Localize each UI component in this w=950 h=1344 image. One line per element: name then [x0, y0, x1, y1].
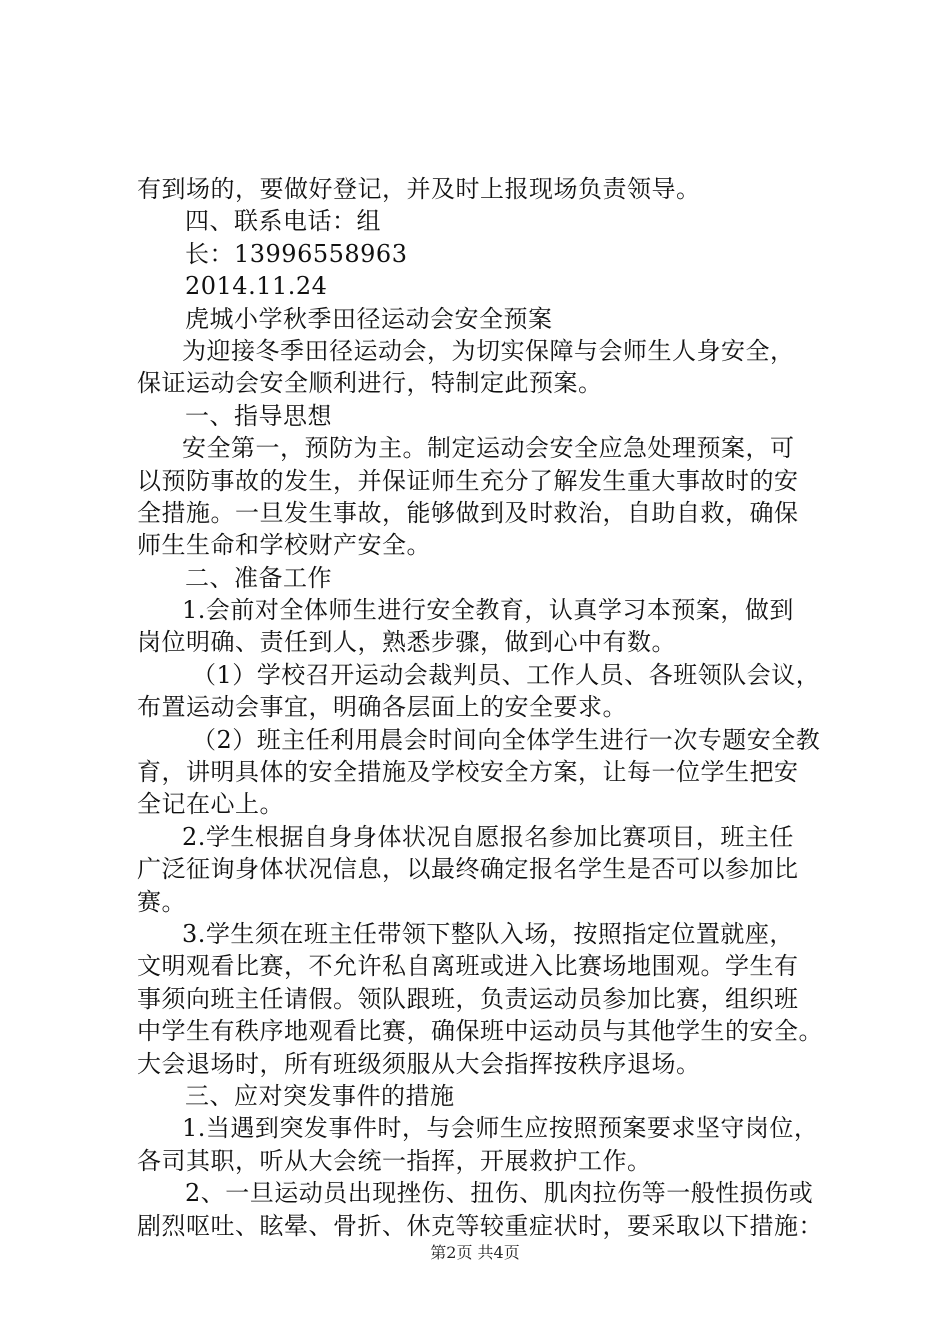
- text-line: 事须向班主任请假。领队跟班，负责运动员参加比赛，组织班: [137, 984, 799, 1013]
- text-line: 大会退场时，所有班级须服从大会指挥按秩序退场。: [137, 1049, 701, 1078]
- page-number-footer: 第2页 共4页: [430, 1243, 520, 1262]
- text-line: 剧烈呕吐、眩晕、骨折、休克等较重症状时，要采取以下措施：: [137, 1211, 823, 1240]
- section-heading-emergency: 三、应对突发事件的措施: [185, 1081, 455, 1110]
- text-line: （1）学校召开运动会裁判员、工作人员、各班领队会议，: [192, 660, 821, 689]
- section-heading-guiding: 一、指导思想: [185, 401, 332, 430]
- text-line: 1.当遇到突发事件时，与会师生应按照预案要求坚守岗位，: [182, 1114, 819, 1143]
- text-line: 2.学生根据自身身体状况自愿报名参加比赛项目，班主任: [182, 822, 794, 851]
- text-line: 布置运动会事宜，明确各层面上的安全要求。: [137, 693, 627, 722]
- text-line: 3.学生须在班主任带领下整队入场，按照指定位置就座，: [182, 919, 794, 948]
- text-line: 2、一旦运动员出现挫伤、扭伤、肌肉拉伤等一般性损伤或: [185, 1179, 814, 1208]
- text-line: 长：13996558963: [185, 239, 408, 268]
- text-line: 保证运动会安全顺利进行，特制定此预案。: [137, 369, 603, 398]
- date-line: 2014.11.24: [185, 272, 328, 301]
- text-line: 全措施。一旦发生事故，能够做到及时救治，自助自救，确保: [137, 498, 799, 527]
- text-line: 广泛征询身体状况信息，以最终确定报名学生是否可以参加比: [137, 855, 799, 884]
- text-line: 有到场的，要做好登记，并及时上报现场负责领导。: [137, 175, 701, 203]
- text-line: 育，讲明具体的安全措施及学校安全方案，让每一位学生把安: [137, 758, 799, 787]
- section-heading-contact: 四、联系电话：组: [185, 207, 381, 236]
- document-body: [137, 173, 857, 1242]
- text-line: 1.会前对全体师生进行安全教育，认真学习本预案，做到: [182, 596, 794, 625]
- document-title: 虎城小学秋季田径运动会安全预案: [185, 304, 553, 333]
- text-line: 中学生有秩序地观看比赛，确保班中运动员与其他学生的安全。: [137, 1017, 823, 1046]
- text-line: 岗位明确、责任到人，熟悉步骤，做到心中有数。: [137, 628, 676, 657]
- text-line: （2）班主任利用晨会时间向全体学生进行一次专题安全教: [192, 725, 821, 754]
- text-line: 师生生命和学校财产安全。: [137, 531, 431, 560]
- text-line: 全记在心上。: [137, 790, 284, 819]
- text-line: 安全第一，预防为主。制定运动会安全应急处理预案，可: [182, 434, 795, 463]
- text-line: 以预防事故的发生，并保证师生充分了解发生重大事故时的安: [137, 466, 799, 495]
- text-line: 为迎接冬季田径运动会，为切实保障与会师生人身安全，: [182, 336, 795, 365]
- text-line: 文明观看比赛，不允许私自离班或进入比赛场地围观。学生有: [137, 952, 799, 981]
- text-line: 各司其职，听从大会统一指挥，开展救护工作。: [137, 1146, 652, 1175]
- text-line: 赛。: [137, 887, 186, 916]
- section-heading-preparation: 二、准备工作: [185, 563, 332, 592]
